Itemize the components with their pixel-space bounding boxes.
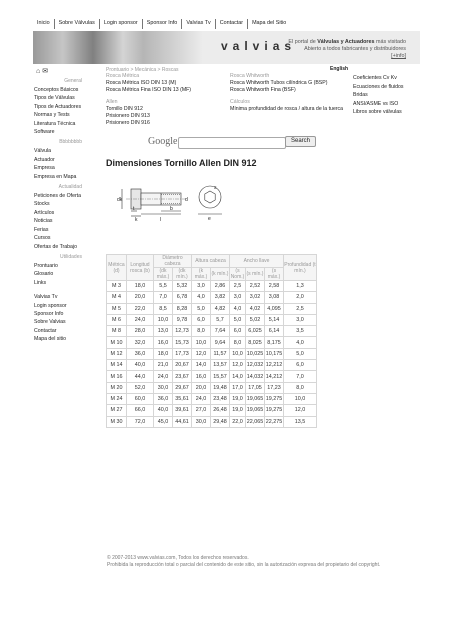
footer-rights: Prohibida la reproducción total o parcial del contenido de este sitio, sin la autorización expresa del propietario del copyright. <box>107 562 381 568</box>
table-row <box>107 360 317 371</box>
page-title: Dimensiones Tornillo Allen DIN 912 <box>106 158 257 168</box>
table-cell: 5,0 <box>284 348 317 359</box>
table-cell: 11,57 <box>211 348 230 359</box>
table-cell: 30,0 <box>154 382 173 393</box>
table-cell: 20,67 <box>173 360 192 371</box>
sidebar-item[interactable]: Conceptos Básicos <box>34 87 79 93</box>
table-cell: 6,78 <box>173 292 192 303</box>
table-cell: M 16 <box>107 371 127 382</box>
table-cell: 7,64 <box>211 326 230 337</box>
table-cell: 3,5 <box>284 326 317 337</box>
table-cell: M 4 <box>107 292 127 303</box>
table-cell: 8,0 <box>230 337 246 348</box>
table-row <box>107 405 317 416</box>
table-cell: 13,5 <box>284 416 317 427</box>
topnav-item[interactable]: Inicio <box>37 20 50 26</box>
table-cell: 4,095 <box>265 303 284 314</box>
head-top-view <box>199 186 221 208</box>
tagline-line2: Abierto a todos fabricantes y distribuidores <box>304 46 406 52</box>
tagline-post: más visitado <box>374 39 406 45</box>
sidebar-item[interactable]: Artículos <box>34 209 55 216</box>
tagline-bold: Válvulas y Actuadores <box>317 39 375 45</box>
table-cell: 3,0 <box>284 314 317 325</box>
table-row <box>107 393 317 404</box>
table-cell: 2,58 <box>265 281 284 292</box>
link-item[interactable]: Prisionero DIN 916 <box>106 120 150 126</box>
table-cell: M 5 <box>107 303 127 314</box>
sidebar-item[interactable]: Login sponsor <box>34 302 67 309</box>
table-cell: 2,0 <box>284 292 317 303</box>
table-row <box>107 292 317 303</box>
link-item[interactable]: Rosca Whitworth Fina (BSF) <box>230 87 296 93</box>
table-cell: 16,0 <box>192 371 211 382</box>
table-cell: 52,0 <box>127 382 154 393</box>
table-cell: 17,0 <box>230 382 246 393</box>
link-group-heading: Cálculos <box>230 99 250 105</box>
table-cell: 6,0 <box>192 314 211 325</box>
table-cell: 3,82 <box>211 292 230 303</box>
table-cell: 10,0 <box>192 337 211 348</box>
table-cell: 10,0 <box>284 393 317 404</box>
sidebar-item[interactable]: Sobre Valvias <box>34 319 66 326</box>
table-cell: 3,08 <box>265 292 284 303</box>
table-cell: 66,0 <box>127 405 154 416</box>
tagline-pre: El portal de <box>288 39 318 45</box>
subheader-cell: (dk máx.) <box>154 268 173 281</box>
sidebar-item[interactable]: Literatura Técnica <box>34 120 76 127</box>
col-diametro: Diámetro cabeza <box>154 255 192 268</box>
right-link-item[interactable]: ANSI/ASME vs ISO <box>353 100 399 107</box>
table-cell: 1,3 <box>284 281 317 292</box>
subheader-cell: (dk mín.) <box>173 268 192 281</box>
table-cell: 13,0 <box>154 326 173 337</box>
table-cell: 17,73 <box>173 348 192 359</box>
link-item[interactable]: Tornillo DIN 912 <box>106 106 143 112</box>
sidebar-item[interactable]: Actuador <box>34 156 55 163</box>
table-cell: 24,0 <box>127 314 154 325</box>
table-cell: 9,78 <box>173 314 192 325</box>
sidebar-heading: Actualidad <box>58 184 82 191</box>
table-cell: 36,0 <box>154 393 173 404</box>
table-cell: 12,032 <box>246 360 265 371</box>
table-cell: 9,64 <box>211 337 230 348</box>
col-metrica: Métrica (d) <box>107 255 127 281</box>
table-cell: 19,48 <box>211 382 230 393</box>
label-l: l <box>160 217 162 223</box>
table-cell: 45,0 <box>154 416 173 427</box>
table-cell: 12,73 <box>173 326 192 337</box>
table-cell: 12,0 <box>284 405 317 416</box>
table-row <box>107 416 317 427</box>
table-cell: 7,0 <box>154 292 173 303</box>
subheader-cell: (s máx.) <box>265 268 284 281</box>
table-cell: 19,275 <box>265 405 284 416</box>
table-cell: M 20 <box>107 382 127 393</box>
table-cell: M 8 <box>107 326 127 337</box>
header-banner <box>33 31 420 64</box>
table-cell: 20,0 <box>127 292 154 303</box>
table-cell: 60,0 <box>127 393 154 404</box>
table-cell: 5,0 <box>230 314 246 325</box>
table-cell: 18,0 <box>154 348 173 359</box>
sidebar-item[interactable]: Ofertas de Trabajo <box>34 243 77 250</box>
topnav-item[interactable]: Contactar <box>215 19 247 29</box>
sidebar-item[interactable]: Empresa <box>34 165 55 172</box>
table-row <box>107 371 317 382</box>
table-cell: M 12 <box>107 348 127 359</box>
topnav-item[interactable]: Sponsor Info <box>142 19 182 29</box>
table-cell: M 27 <box>107 405 127 416</box>
home-icon[interactable]: ⌂ <box>36 68 41 75</box>
link-group-heading: Rosca Whitworth <box>230 73 270 79</box>
table-cell: 24,0 <box>154 371 173 382</box>
label-d: d <box>185 197 188 203</box>
bolt-diagram <box>106 177 226 233</box>
table-cell: 32,0 <box>127 337 154 348</box>
info-link[interactable]: [+info] <box>391 53 406 59</box>
table-cell: 8,025 <box>246 337 265 348</box>
table-cell: 10,025 <box>246 348 265 359</box>
site-logo[interactable]: valvias <box>221 39 297 53</box>
table-cell: 6,0 <box>230 326 246 337</box>
table-cell: 2,5 <box>230 281 246 292</box>
dimensions-table <box>106 254 317 428</box>
topnav-item[interactable]: Valvias Tv <box>181 19 214 29</box>
sidebar-item[interactable]: Stocks <box>34 201 50 208</box>
hex-socket <box>205 191 215 203</box>
table-cell: 5,7 <box>211 314 230 325</box>
link-item[interactable]: Rosca Métrica Fina ISO DIN 13 (MF) <box>106 87 192 93</box>
right-link-item[interactable]: Coeficientes Cv Kv <box>353 75 397 81</box>
table-cell: 17,05 <box>246 382 265 393</box>
sidebar-heading: Utilidades <box>60 253 82 260</box>
table-cell: 19,0 <box>230 393 246 404</box>
table-cell: 16,0 <box>154 337 173 348</box>
label-b: b <box>170 206 173 212</box>
table-cell: 5,32 <box>173 281 192 292</box>
header-tagline <box>288 39 406 60</box>
language-link[interactable]: English <box>330 66 349 72</box>
table-cell: 14,212 <box>265 371 284 382</box>
footer-copyright: © 2007-2013 www.valvias.com, Todos los derechos reservados. <box>107 555 249 561</box>
table-cell: 6,0 <box>284 360 317 371</box>
table-cell: 5,0 <box>192 303 211 314</box>
table-cell: 15,73 <box>173 337 192 348</box>
table-cell: 6,14 <box>265 326 284 337</box>
header-fade <box>143 31 203 64</box>
table-row <box>107 326 317 337</box>
link-group <box>230 73 327 94</box>
label-s: s <box>214 185 217 191</box>
right-link-item[interactable]: Ecuaciones de fluidos <box>353 83 404 90</box>
col-longitud: Longitud rosca (b) <box>127 255 154 281</box>
table-cell: 3,0 <box>192 281 211 292</box>
sidebar-item[interactable]: Empresa en Mapa <box>34 173 77 180</box>
table-cell: 7,0 <box>284 371 317 382</box>
table-cell: 3,0 <box>230 292 246 303</box>
search-button[interactable]: Search <box>285 136 316 147</box>
table-row <box>107 337 317 348</box>
right-link-item[interactable]: Bridas <box>353 92 368 98</box>
link-group-heading: Allen <box>106 99 118 105</box>
right-links <box>353 74 403 117</box>
col-ancho: Ancho llave <box>230 255 284 268</box>
table-cell: 5,02 <box>246 314 265 325</box>
top-nav <box>33 19 290 29</box>
table-cell: 10,0 <box>154 314 173 325</box>
table-cell: M 30 <box>107 416 127 427</box>
sidebar-item[interactable]: Válvula <box>34 148 52 155</box>
label-k: k <box>135 217 138 223</box>
label-t: t <box>133 206 135 212</box>
table-cell: 12,212 <box>265 360 284 371</box>
table-cell: 35,61 <box>173 393 192 404</box>
col-altura: Altura cabeza <box>192 255 230 268</box>
link-group <box>230 99 343 113</box>
table-cell: 22,065 <box>246 416 265 427</box>
sidebar <box>34 75 90 344</box>
sidebar-item[interactable]: Mapa del sitio <box>34 336 67 343</box>
topnav-item[interactable]: Sobre Válvulas <box>54 19 99 29</box>
table-cell: 13,57 <box>211 360 230 371</box>
table-row <box>107 303 317 314</box>
table-cell: 72,0 <box>127 416 154 427</box>
table-cell: 19,065 <box>246 405 265 416</box>
table-cell: 22,275 <box>265 416 284 427</box>
subheader-cell: (s Nom.) <box>230 268 245 280</box>
table-cell: 4,0 <box>230 303 246 314</box>
table-cell: 4,0 <box>192 292 211 303</box>
sidebar-item[interactable]: Prontuario <box>34 262 58 269</box>
table-cell: 8,0 <box>192 326 211 337</box>
table-cell: 24,0 <box>192 393 211 404</box>
sidebar-item[interactable]: Noticias <box>34 218 53 225</box>
label-dk: dk <box>117 197 123 203</box>
table-cell: 12,0 <box>192 348 211 359</box>
table-cell: 4,0 <box>284 337 317 348</box>
link-item[interactable]: Mínima profundidad de rosca / altura de la tuerca <box>230 106 344 112</box>
sidebar-heading: General <box>64 78 82 84</box>
sidebar-item[interactable]: Sponsor Info <box>34 310 64 317</box>
icon-row <box>36 67 48 75</box>
table-cell: 14,0 <box>230 371 246 382</box>
table-cell: 23,67 <box>173 371 192 382</box>
table-cell: 19,065 <box>246 393 265 404</box>
table-cell: 23,48 <box>211 393 230 404</box>
table-row <box>107 314 317 325</box>
link-item[interactable]: Rosca Whitworth Tubos cilíndrica G (BSP) <box>230 80 328 86</box>
table-cell: 4,82 <box>211 303 230 314</box>
sidebar-item[interactable]: Software <box>34 129 55 136</box>
table-cell: 29,48 <box>211 416 230 427</box>
table-cell: 5,14 <box>265 314 284 325</box>
table-cell: 27,0 <box>192 405 211 416</box>
mail-icon[interactable]: ✉ <box>42 68 49 75</box>
sidebar-item[interactable]: Tipos de Actuadores <box>34 103 82 110</box>
sidebar-item[interactable]: Tipos de Válvulas <box>34 95 75 102</box>
topnav-item[interactable]: Login sponsor <box>99 19 142 29</box>
footer <box>107 555 380 569</box>
col-profundidad: Profundidad (t mín.) <box>284 255 317 281</box>
table-cell: 39,61 <box>173 405 192 416</box>
table-cell: M 24 <box>107 393 127 404</box>
sidebar-item[interactable]: Valvias Tv <box>34 294 58 301</box>
link-group <box>106 73 191 94</box>
right-link-item[interactable]: Libros sobre válvulas <box>353 109 402 115</box>
table-cell: M 10 <box>107 337 127 348</box>
sidebar-heading: Bbbbbbbb <box>59 139 82 146</box>
table-row <box>107 281 317 292</box>
table-cell: 2,52 <box>246 281 265 292</box>
google-logo: Google <box>148 136 178 147</box>
sidebar-item[interactable]: Cursos <box>34 235 51 242</box>
table-cell: 29,67 <box>173 382 192 393</box>
breadcrumb[interactable]: Prontuario > Mecánica > Roscas <box>106 67 179 73</box>
label-e: e <box>208 216 211 222</box>
table-cell: 14,0 <box>192 360 211 371</box>
sidebar-item[interactable]: Peticiones de Oferta <box>34 193 82 200</box>
table-cell: 44,61 <box>173 416 192 427</box>
table-cell: 5,5 <box>154 281 173 292</box>
sidebar-item[interactable]: Contactar <box>34 327 57 334</box>
topnav-item[interactable]: Mapa del Sitio <box>247 19 290 29</box>
subheader-cell: (s mín.) <box>246 268 265 281</box>
search-input[interactable] <box>178 137 286 149</box>
link-item[interactable]: Rosca Métrica ISO DIN 13 (M) <box>106 80 177 86</box>
table-cell: 22,0 <box>127 303 154 314</box>
table-cell: 22,0 <box>230 416 246 427</box>
sidebar-item[interactable]: Glosario <box>34 271 54 278</box>
sidebar-item[interactable]: Links <box>34 279 47 286</box>
table-cell: M 3 <box>107 281 127 292</box>
table-cell: 30,0 <box>192 416 211 427</box>
sidebar-item[interactable]: Ferias <box>34 226 49 233</box>
table-cell: 44,0 <box>127 371 154 382</box>
table-cell: 10,0 <box>230 348 246 359</box>
table-cell: 40,0 <box>154 405 173 416</box>
table-cell: 40,0 <box>127 360 154 371</box>
sidebar-item[interactable]: Normas y Tests <box>34 112 70 119</box>
table-cell: 8,175 <box>265 337 284 348</box>
table-cell: 8,5 <box>154 303 173 314</box>
table-cell: 18,0 <box>127 281 154 292</box>
table-cell: 19,275 <box>265 393 284 404</box>
table-cell: 2,86 <box>211 281 230 292</box>
table-cell: 28,0 <box>127 326 154 337</box>
table-cell: 8,28 <box>173 303 192 314</box>
table-cell: 2,5 <box>284 303 317 314</box>
table-cell: 36,0 <box>127 348 154 359</box>
table-cell: 3,02 <box>246 292 265 303</box>
table-cell: M 14 <box>107 360 127 371</box>
table-cell: 17,23 <box>265 382 284 393</box>
table-cell: 19,0 <box>230 405 246 416</box>
header-valves-image <box>33 31 153 64</box>
table-cell: 20,0 <box>192 382 211 393</box>
table-cell: 15,57 <box>211 371 230 382</box>
table-cell: 4,02 <box>246 303 265 314</box>
table-cell: 6,025 <box>246 326 265 337</box>
table-cell: 14,032 <box>246 371 265 382</box>
subheader-cell: (k mín.) <box>211 268 230 281</box>
table-row <box>107 348 317 359</box>
table-row <box>107 382 317 393</box>
table-cell: 26,48 <box>211 405 230 416</box>
table-cell: 21,0 <box>154 360 173 371</box>
link-item[interactable]: Prisionero DIN 913 <box>106 113 150 119</box>
table-cell: 12,0 <box>230 360 246 371</box>
link-group <box>106 99 150 127</box>
subheader-cell: (k máx.) <box>192 268 211 281</box>
table-cell: M 6 <box>107 314 127 325</box>
table-cell: 8,0 <box>284 382 317 393</box>
table-cell: 10,175 <box>265 348 284 359</box>
link-group-heading: Rosca Métrica <box>106 73 140 79</box>
